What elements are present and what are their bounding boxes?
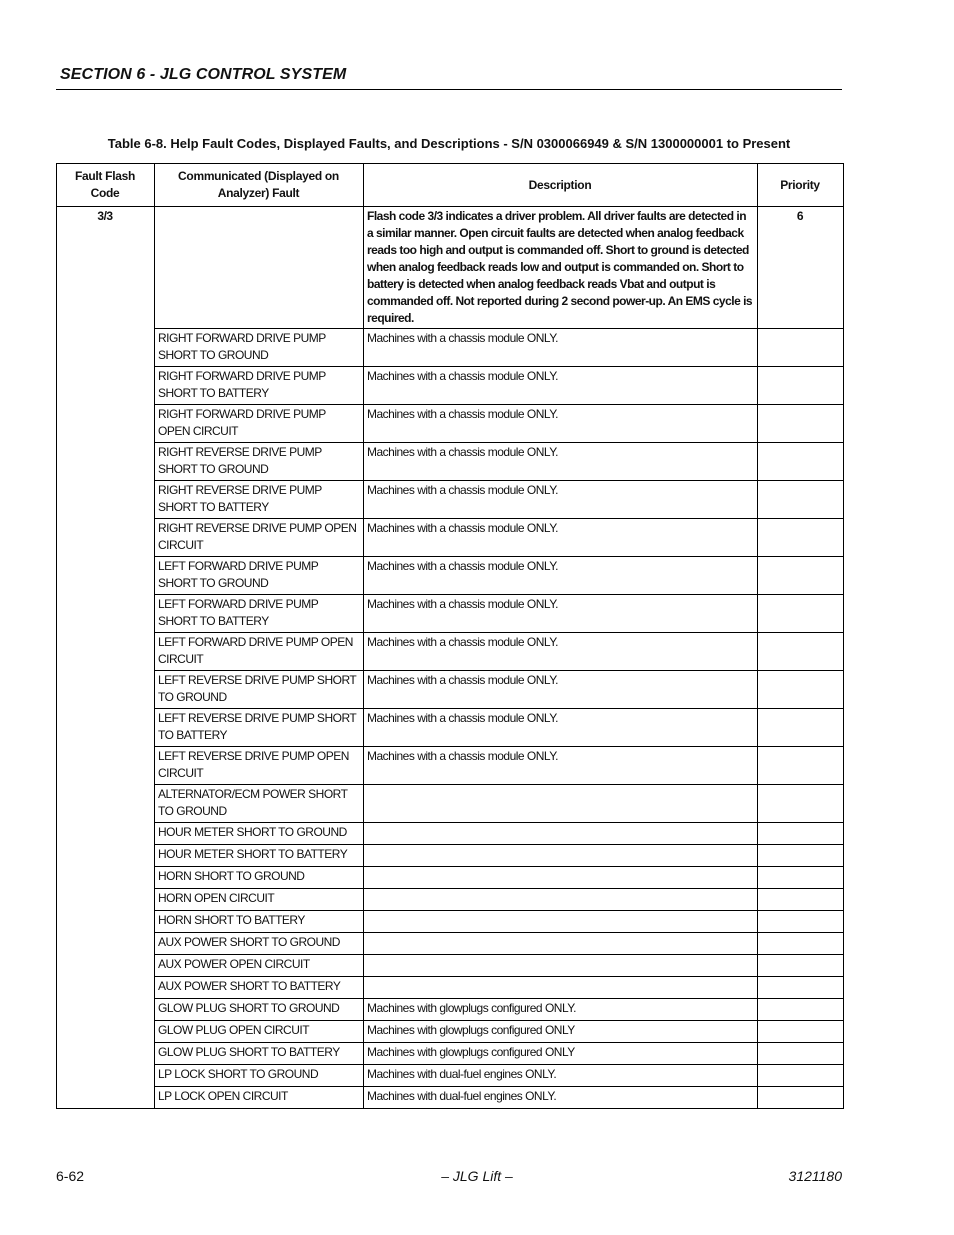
priority-cell-empty [758,709,844,747]
table-row [57,933,844,955]
fault-name-cell: HORN SHORT TO BATTERY [155,911,364,933]
table-header-row [57,164,844,207]
fault-name-cell: HOUR METER SHORT TO BATTERY [155,845,364,867]
fault-name-cell: LP LOCK OPEN CIRCUIT [155,1087,364,1109]
fault-name-cell: LP LOCK SHORT TO GROUND [155,1065,364,1087]
description-cell [364,933,758,955]
priority-cell-empty [758,933,844,955]
footer-brand: – JLG Lift – [441,1168,513,1184]
priority-cell-empty [758,977,844,999]
column-header-description: Description [364,164,758,207]
column-header-fault: Communicated (Displayed on Analyzer) Fault [155,164,364,207]
table-title: Table 6-8. Help Fault Codes, Displayed Faults, and Descriptions - S/N 0300066949 & S/N 1300000001 to Present [107,136,791,151]
table-row [57,519,844,557]
description-cell: Machines with a chassis module ONLY. [364,747,758,785]
priority-cell-empty [758,633,844,671]
fault-name-cell: LEFT FORWARD DRIVE PUMP SHORT TO BATTERY [155,595,364,633]
description-cell [364,977,758,999]
fault-name-cell: LEFT REVERSE DRIVE PUMP SHORT TO GROUND [155,671,364,709]
description-cell [364,867,758,889]
table-row [57,999,844,1021]
fault-name-cell: LEFT FORWARD DRIVE PUMP SHORT TO GROUND [155,557,364,595]
description-cell: Machines with dual-fuel engines ONLY. [364,1087,758,1109]
table-body [57,207,844,1109]
fault-name-cell: AUX POWER OPEN CIRCUIT [155,955,364,977]
fault-name-cell: AUX POWER SHORT TO BATTERY [155,977,364,999]
fault-name-cell: ALTERNATOR/ECM POWER SHORT TO GROUND [155,785,364,823]
table-row [57,955,844,977]
description-cell [364,823,758,845]
description-cell: Machines with glowplugs configured ONLY. [364,999,758,1021]
description-cell: Machines with a chassis module ONLY. [364,595,758,633]
priority-cell: 6 [758,207,844,329]
table-row [57,823,844,845]
priority-cell-empty [758,845,844,867]
table-row [57,867,844,889]
fault-name-cell: GLOW PLUG SHORT TO GROUND [155,999,364,1021]
fault-name-cell: LEFT REVERSE DRIVE PUMP SHORT TO BATTERY [155,709,364,747]
table-row [57,443,844,481]
priority-cell-empty [758,443,844,481]
document-number: 3121180 [788,1168,842,1184]
description-cell [364,785,758,823]
table-row [57,889,844,911]
description-cell: Machines with a chassis module ONLY. [364,481,758,519]
priority-cell-empty [758,867,844,889]
priority-cell-empty [758,823,844,845]
fault-name-cell: RIGHT FORWARD DRIVE PUMP SHORT TO BATTERY [155,367,364,405]
description-cell: Machines with a chassis module ONLY. [364,367,758,405]
column-header-priority: Priority [758,164,844,207]
description-cell [364,889,758,911]
table-row [57,1065,844,1087]
fault-name-cell: GLOW PLUG OPEN CIRCUIT [155,1021,364,1043]
table-row [57,329,844,367]
fault-name-cell: HORN OPEN CIRCUIT [155,889,364,911]
table-row [57,785,844,823]
table-row [57,845,844,867]
priority-cell-empty [758,785,844,823]
description-cell: Machines with a chassis module ONLY. [364,519,758,557]
priority-cell-empty [758,481,844,519]
fault-name-cell: RIGHT FORWARD DRIVE PUMP OPEN CIRCUIT [155,405,364,443]
fault-name-cell: RIGHT REVERSE DRIVE PUMP SHORT TO GROUND [155,443,364,481]
fault-name-cell: LEFT FORWARD DRIVE PUMP OPEN CIRCUIT [155,633,364,671]
priority-cell-empty [758,1087,844,1109]
fault-name-cell: RIGHT REVERSE DRIVE PUMP SHORT TO BATTERY [155,481,364,519]
description-cell: Machines with a chassis module ONLY. [364,557,758,595]
priority-cell-empty [758,519,844,557]
description-cell [364,911,758,933]
description-cell: Machines with a chassis module ONLY. [364,633,758,671]
priority-cell-empty [758,367,844,405]
fault-name-cell: HOUR METER SHORT TO GROUND [155,823,364,845]
table-row [57,633,844,671]
section-header: SECTION 6 - JLG CONTROL SYSTEM [60,66,347,83]
table-row [57,595,844,633]
table-row [57,1043,844,1065]
header-divider [56,89,842,90]
table-row-main [57,207,844,329]
priority-cell-empty [758,747,844,785]
page-number: 6-62 [56,1168,85,1184]
description-cell [364,845,758,867]
fault-name-cell: HORN SHORT TO GROUND [155,867,364,889]
fault-name-cell: LEFT REVERSE DRIVE PUMP OPEN CIRCUIT [155,747,364,785]
description-cell [364,955,758,977]
description-cell: Machines with a chassis module ONLY. [364,443,758,481]
priority-cell-empty [758,1065,844,1087]
description-cell: Machines with glowplugs configured ONLY [364,1021,758,1043]
description-cell: Machines with a chassis module ONLY. [364,709,758,747]
priority-cell-empty [758,329,844,367]
priority-cell-empty [758,911,844,933]
table-row [57,1087,844,1109]
fault-name-cell: AUX POWER SHORT TO GROUND [155,933,364,955]
table-row [57,709,844,747]
table-row [57,671,844,709]
priority-cell-empty [758,1021,844,1043]
description-cell: Machines with a chassis module ONLY. [364,671,758,709]
table-row [57,977,844,999]
table-row [57,557,844,595]
priority-cell-empty [758,955,844,977]
priority-cell-empty [758,595,844,633]
fault-name-cell: RIGHT FORWARD DRIVE PUMP SHORT TO GROUND [155,329,364,367]
description-cell: Machines with dual-fuel engines ONLY. [364,1065,758,1087]
fault-cell [155,207,364,329]
priority-cell-empty [758,999,844,1021]
priority-cell-empty [758,889,844,911]
description-cell: Machines with a chassis module ONLY. [364,405,758,443]
fault-code-table [56,163,844,1109]
priority-cell-empty [758,671,844,709]
description-cell: Machines with a chassis module ONLY. [364,329,758,367]
column-header-flash-code: Fault Flash Code [57,164,155,207]
priority-cell-empty [758,1043,844,1065]
fault-name-cell: GLOW PLUG SHORT TO BATTERY [155,1043,364,1065]
table-row [57,747,844,785]
table-row [57,367,844,405]
main-description-cell: Flash code 3/3 indicates a driver problem. All driver faults are detected in a similar manner. Open circuit faults are detected when analog feedback reads too high and output is commanded off. Short to ground is detected when analog feedback reads low and output is commanded on. Short to battery is detected when analog feedback reads Vbat and output is commanded off. Not reported during 2 second power-up. An EMS cycle is required. [364,207,758,329]
table-row [57,1021,844,1043]
description-cell: Machines with glowplugs configured ONLY [364,1043,758,1065]
flash-code-cell: 3/3 [57,207,155,1109]
priority-cell-empty [758,405,844,443]
priority-cell-empty [758,557,844,595]
table-row [57,405,844,443]
table-row [57,481,844,519]
table-row [57,911,844,933]
fault-name-cell: RIGHT REVERSE DRIVE PUMP OPEN CIRCUIT [155,519,364,557]
